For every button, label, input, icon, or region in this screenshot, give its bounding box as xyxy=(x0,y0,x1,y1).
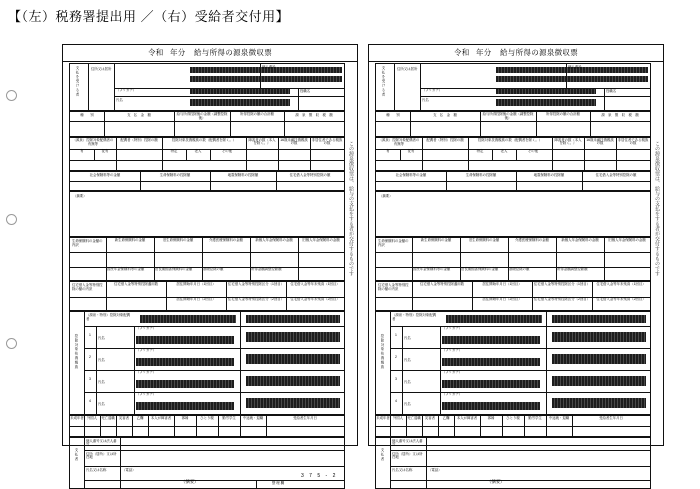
housing-kubun-2: 住宅借入金等特別控除区分（2回目） xyxy=(227,297,285,301)
ins-detail-long-term: 旧長期損害保険料の金額 xyxy=(461,267,499,271)
amount-col-after-deduction: 給与所得控除後の金額（調整控除後） xyxy=(482,112,534,120)
amount-table[interactable] xyxy=(69,111,345,137)
recipient-vertical-label: 支払を受ける者 xyxy=(74,66,79,97)
form-title-main: 給与所得の源泉徴収票 xyxy=(500,48,578,57)
dependent-row-no: 3 xyxy=(89,377,91,381)
ins-col-life: 生命保険料の控除額 xyxy=(465,173,497,177)
dependent-row-name: 氏名 xyxy=(98,336,105,340)
ins-detail-new-life: 新生命保険料の金額 xyxy=(420,238,452,242)
status-single-parent: ひとり親 xyxy=(506,416,520,420)
amount-col-total-deduction: 所得控除の額の合計額 xyxy=(240,112,274,116)
spouse-name-redacted xyxy=(140,315,236,323)
housing-loan-detail-table[interactable] xyxy=(375,281,651,311)
ins-detail-new-pension: 新個人年金保険料の金額 xyxy=(561,238,599,242)
spouse-mynumber-redacted xyxy=(246,315,340,323)
dependent-row-name: 氏名 xyxy=(98,402,105,406)
status-death-retire: 死亡退職 xyxy=(407,416,421,420)
amount-col-type: 種 別 xyxy=(80,113,94,117)
ins-col-quake: 地震保険料の控除額 xyxy=(227,173,259,177)
recipient-address-redacted-2 xyxy=(496,76,648,82)
dependent-name-redacted xyxy=(442,380,540,388)
housing-balance-1: 住宅借入金等年末残高（1回目） xyxy=(290,282,340,286)
recipient-address-label: 住所又は居所 xyxy=(397,67,418,71)
ins-col-housing-loan: 住宅借入金等特別控除の額 xyxy=(595,173,637,177)
ins-detail-basic: 基礎控除の額 xyxy=(203,267,224,271)
housing-count: 住宅借入金等特別控除適用数 xyxy=(419,282,465,286)
remarks-label: （摘要） xyxy=(379,194,393,198)
recipient-block[interactable] xyxy=(375,63,651,111)
dep-col-spouse-deduction: 配偶者（特別）控除の額 xyxy=(426,138,464,142)
status-disaster: 災害者 xyxy=(424,416,436,420)
dep-sub-elderly: 老人 xyxy=(194,149,202,153)
recipient-furigana-redacted xyxy=(190,89,290,94)
dependents-side-label: 控除対象扶養親族 xyxy=(379,334,384,370)
dependent-row-furigana: （フリガナ） xyxy=(442,370,463,374)
ins-detail-care: 介護医療保険料の金額 xyxy=(209,238,243,242)
dep-col-nonresident: 非居住者である親族の数 xyxy=(311,138,343,146)
dependent-row-furigana: （フリガナ） xyxy=(136,348,157,352)
punch-hole xyxy=(6,338,17,349)
housing-count: 住宅借入金等特別控除適用数 xyxy=(113,282,159,286)
dep-sub-subordinate: 従有 xyxy=(101,149,109,153)
amount-col-withholding: 源 泉 徴 収 税 額 xyxy=(295,113,333,117)
dependents-side-label: 控除対象扶養親族 xyxy=(73,334,78,370)
payer-vertical-label: 支払者 xyxy=(379,448,384,462)
amount-col-after-deduction: 給与所得控除後の金額（調整控除後） xyxy=(176,112,228,120)
spouse-row-label: （源泉・特別）控除対象配偶者 xyxy=(86,313,131,321)
payer-name-label: 氏名又は名称 xyxy=(86,468,107,472)
footer-remarks-label: （摘要） xyxy=(181,479,199,484)
recipient-position-label: 役職名 xyxy=(606,89,617,93)
amount-col-paid: 支 払 金 額 xyxy=(127,113,151,117)
dependent-row-furigana: （フリガナ） xyxy=(442,348,463,352)
payer-phone-label: （電話） xyxy=(122,468,136,472)
dependent-row-no: 1 xyxy=(89,333,91,337)
dep-col-disabled: 障害者の数（本人を除く。） xyxy=(554,138,582,146)
ins-detail-title: 生命保険料の金額の内訳 xyxy=(72,239,103,247)
form-title-main: 給与所得の源泉徴収票 xyxy=(194,48,272,57)
housing-kubun-1: 住宅借入金等特別控除区分（1回目） xyxy=(533,282,591,286)
dependent-mynumber-redacted xyxy=(246,376,340,386)
status-working-student: 勤労学生 xyxy=(528,416,542,420)
status-disaster: 災害者 xyxy=(118,416,130,420)
dependent-mynumber-redacted xyxy=(246,354,340,364)
form-sheet-left[interactable] xyxy=(62,44,358,485)
ins-detail-old-pension: 旧個人年金保険料の金額 xyxy=(608,238,646,242)
dependent-name-redacted xyxy=(136,336,234,344)
dependent-row-name: 氏名 xyxy=(404,336,411,340)
punch-hole xyxy=(6,90,17,101)
recipient-vertical-label: 支払を受ける者 xyxy=(380,66,385,97)
recipient-name-label: 氏名 xyxy=(422,98,429,102)
footer-remarks-label: （摘要） xyxy=(487,479,505,484)
ins-detail-long-term: 旧長期損害保険料の金額 xyxy=(155,267,193,271)
dependent-name-redacted xyxy=(136,402,234,410)
status-foreigner: 外国人 xyxy=(86,416,98,420)
ins-col-quake: 地震保険料の控除額 xyxy=(533,173,565,177)
payer-vertical-label: 支払者 xyxy=(73,448,78,462)
insurance-deduction-table[interactable] xyxy=(69,171,345,191)
midyear-label: 中途就・退職 xyxy=(242,416,264,420)
dependent-name-redacted xyxy=(442,336,540,344)
recipient-address-label: 住所又は居所 xyxy=(91,67,112,71)
dependent-row-name: 氏名 xyxy=(98,358,105,362)
dependent-row-no: 2 xyxy=(89,355,91,359)
spouse-mynumber-redacted xyxy=(552,315,646,323)
dependent-row-no: 3 xyxy=(395,377,397,381)
ins-detail-old-pension: 旧個人年金保険料の金額 xyxy=(302,238,340,242)
dependent-row-name: 氏名 xyxy=(404,402,411,406)
form-title-era: 令和 xyxy=(454,48,470,57)
dep-col-under16: 16歳未満扶養親族の数 xyxy=(280,138,308,146)
dep-col-spouse-exist: （源泉）控除対象配偶者の有無等 xyxy=(72,138,114,146)
payer-phone-label: （電話） xyxy=(428,468,442,472)
dependent-row-furigana: （フリガナ） xyxy=(136,326,157,330)
ins-detail-income-adjust: 所得金額調整控除額 xyxy=(251,267,282,271)
amount-col-paid: 支 払 金 額 xyxy=(433,113,457,117)
form-title-bar xyxy=(63,45,357,62)
recipient-block[interactable] xyxy=(69,63,345,111)
status-table[interactable] xyxy=(375,415,651,437)
payer-name-label: 氏名又は名称 xyxy=(392,468,413,472)
form-title-bar xyxy=(369,45,663,62)
recipient-mynumber-label: 個人番号 xyxy=(568,65,582,69)
dep-col-spouse-deduction: 配偶者（特別）控除の額 xyxy=(120,138,158,142)
payer-number-label: 個人番号又は法人番号 xyxy=(86,439,117,447)
birth-label: 受給者生年月日 xyxy=(599,416,623,420)
status-death-retire: 死亡退職 xyxy=(101,416,115,420)
dependent-row-no: 2 xyxy=(395,355,397,359)
form-title-year: 年分 xyxy=(476,48,492,57)
status-working-student: 勤労学生 xyxy=(222,416,236,420)
housing-loan-detail-table[interactable] xyxy=(69,281,345,311)
page-title: 【（左）税務署提出用 ／（右）受給者交付用】 xyxy=(8,9,290,24)
ins-detail-care: 介護医療保険料の金額 xyxy=(515,238,549,242)
status-single-parent: ひとり親 xyxy=(200,416,214,420)
housing-balance-2: 住宅借入金等年末残高（2回目） xyxy=(290,297,340,301)
housing-start-2: 居住開始年月日（2回目） xyxy=(482,297,522,301)
dependent-row-name: 氏名 xyxy=(98,380,105,384)
status-otsu: 乙欄 xyxy=(442,416,450,420)
dependents-name-table[interactable] xyxy=(375,311,651,415)
payer-number-label: 個人番号又は法人番号 xyxy=(392,439,423,447)
status-otsu: 乙欄 xyxy=(136,416,144,420)
dep-col-nonresident: 非居住者である親族の数 xyxy=(617,138,649,146)
recipient-position-label: 役職名 xyxy=(300,89,311,93)
dependent-row-no: 4 xyxy=(89,399,91,403)
sheet-side-note: この源泉徴収票は、給与の支払をする者が交付するものです xyxy=(654,141,660,276)
status-widow: 寡婦 xyxy=(181,416,189,420)
recipient-address-redacted-2 xyxy=(190,76,342,82)
dependent-row-name: 氏名 xyxy=(404,358,411,362)
payer-block[interactable] xyxy=(69,437,345,489)
housing-detail-title: 住宅借入金等特別控除の額の内訳 xyxy=(72,283,103,291)
insurance-deduction-table[interactable] xyxy=(375,171,651,191)
housing-detail-title: 住宅借入金等特別控除の額の内訳 xyxy=(378,283,409,291)
dep-sub-elderly: 老人 xyxy=(500,149,508,153)
dependents-summary-table[interactable] xyxy=(375,137,651,171)
form-title-era: 令和 xyxy=(148,48,164,57)
form-sheet-right[interactable] xyxy=(368,44,664,484)
dependent-name-redacted xyxy=(442,358,540,366)
dependent-name-redacted xyxy=(136,358,234,366)
remarks-area[interactable] xyxy=(375,191,651,237)
dep-sub-yes: 有 xyxy=(80,149,84,153)
dependent-name-redacted xyxy=(136,380,234,388)
ins-col-social: 社会保険料等の金額 xyxy=(395,173,427,177)
recipient-mynumber-label: 個人番号 xyxy=(262,65,276,69)
dep-col-dependents: 控除対象扶養親族の数（配偶者を除く。） xyxy=(171,138,237,142)
recipient-name-label: 氏名 xyxy=(116,98,123,102)
insurance-detail-table[interactable] xyxy=(69,237,345,281)
dependent-mynumber-redacted xyxy=(552,332,646,342)
dependent-mynumber-redacted xyxy=(552,376,646,386)
dep-col-disabled: 障害者の数（本人を除く。） xyxy=(248,138,276,146)
housing-kubun-2: 住宅借入金等特別控除区分（2回目） xyxy=(533,297,591,301)
ins-detail-basic: 基礎控除の額 xyxy=(509,267,530,271)
spouse-row-label: （源泉・特別）控除対象配偶者 xyxy=(392,313,437,321)
housing-start-1: 居住開始年月日（1回目） xyxy=(176,282,216,286)
status-widow: 寡婦 xyxy=(487,416,495,420)
dependent-row-no: 1 xyxy=(395,333,397,337)
form-title-year: 年分 xyxy=(170,48,186,57)
dependent-mynumber-redacted xyxy=(246,332,340,342)
dependent-row-name: 氏名 xyxy=(404,380,411,384)
dependent-row-furigana: （フリガナ） xyxy=(442,326,463,330)
dependent-row-furigana: （フリガナ） xyxy=(442,392,463,396)
status-self-disabled: 本人が障害者 xyxy=(456,416,478,420)
birth-label: 受給者生年月日 xyxy=(293,416,317,420)
housing-balance-2: 住宅借入金等年末残高（2回目） xyxy=(596,297,646,301)
ins-detail-old-life: 旧生命保険料の金額 xyxy=(162,238,194,242)
form-code-number: 3 7 5 - 2 xyxy=(301,473,338,479)
amount-col-withholding: 源 泉 徴 収 税 額 xyxy=(601,113,639,117)
amount-col-type: 種 別 xyxy=(386,113,400,117)
amount-table[interactable] xyxy=(375,111,651,137)
ins-col-social: 社会保険料等の金額 xyxy=(89,173,121,177)
recipient-name-redacted xyxy=(496,99,596,106)
dependent-name-redacted xyxy=(442,402,540,410)
ins-detail-old-life: 旧生命保険料の金額 xyxy=(468,238,500,242)
housing-start-1: 居住開始年月日（1回目） xyxy=(482,282,522,286)
dep-sub-subordinate: 従有 xyxy=(407,149,415,153)
housing-start-2: 居住開始年月日（2回目） xyxy=(176,297,216,301)
payer-address-label: 住所（居所）又は所在地 xyxy=(392,452,423,460)
midyear-label: 中途就・退職 xyxy=(548,416,570,420)
dep-sub-yes: 有 xyxy=(386,149,390,153)
amount-col-total-deduction: 所得控除の額の合計額 xyxy=(546,112,580,116)
dependent-mynumber-redacted xyxy=(552,354,646,364)
ins-detail-national-pension: 国民年金保険料等の金額 xyxy=(107,267,145,271)
dependent-mynumber-redacted xyxy=(552,398,646,408)
insurance-detail-table[interactable] xyxy=(375,237,651,281)
ins-detail-title: 生命保険料の金額の内訳 xyxy=(378,239,409,247)
sheet-side-note: この源泉徴収票は、給与の支払をする者が交付するものです xyxy=(348,141,354,276)
recipient-name-redacted xyxy=(190,99,290,106)
ins-detail-new-life: 新生命保険料の金額 xyxy=(114,238,146,242)
ins-detail-new-pension: 新個人年金保険料の金額 xyxy=(255,238,293,242)
status-foreigner: 外国人 xyxy=(392,416,404,420)
dep-col-spouse-exist: （源泉）控除対象配偶者の有無等 xyxy=(378,138,420,146)
dependent-row-no: 4 xyxy=(395,399,397,403)
recipient-furigana-label: （フリガナ） xyxy=(422,88,443,92)
seiri-label: 整 理 欄 xyxy=(271,481,285,485)
status-minor: 未成年者 xyxy=(70,416,84,420)
payer-address-label: 住所（居所）又は所在地 xyxy=(86,452,117,460)
ins-detail-national-pension: 国民年金保険料等の金額 xyxy=(413,267,451,271)
recipient-furigana-label: （フリガナ） xyxy=(116,88,137,92)
ins-col-life: 生命保険料の控除額 xyxy=(159,173,191,177)
punch-hole xyxy=(6,214,17,225)
dep-sub-specific: 特定 xyxy=(170,149,178,153)
remarks-label: （摘要） xyxy=(73,194,87,198)
dependent-mynumber-redacted xyxy=(246,398,340,408)
dependent-row-furigana: （フリガナ） xyxy=(136,392,157,396)
dependents-name-table[interactable] xyxy=(69,311,345,415)
dep-sub-other: その他 xyxy=(527,149,539,153)
ins-detail-income-adjust: 所得金額調整控除額 xyxy=(557,267,588,271)
status-minor: 未成年者 xyxy=(376,416,390,420)
status-self-disabled: 本人が障害者 xyxy=(150,416,172,420)
dependent-row-furigana: （フリガナ） xyxy=(136,370,157,374)
dep-sub-other: その他 xyxy=(221,149,233,153)
payer-block[interactable] xyxy=(375,437,651,489)
remarks-area[interactable] xyxy=(69,191,345,237)
status-table[interactable] xyxy=(69,415,345,437)
dep-col-dependents: 控除対象扶養親族の数（配偶者を除く。） xyxy=(477,138,543,142)
housing-kubun-1: 住宅借入金等特別控除区分（1回目） xyxy=(227,282,285,286)
ins-col-housing-loan: 住宅借入金等特別控除の額 xyxy=(289,173,331,177)
housing-balance-1: 住宅借入金等年末残高（1回目） xyxy=(596,282,646,286)
spouse-name-redacted xyxy=(446,315,542,323)
recipient-furigana-redacted xyxy=(496,89,596,94)
dependents-summary-table[interactable] xyxy=(69,137,345,171)
dep-sub-specific: 特定 xyxy=(476,149,484,153)
dep-col-under16: 16歳未満扶養親族の数 xyxy=(586,138,614,146)
